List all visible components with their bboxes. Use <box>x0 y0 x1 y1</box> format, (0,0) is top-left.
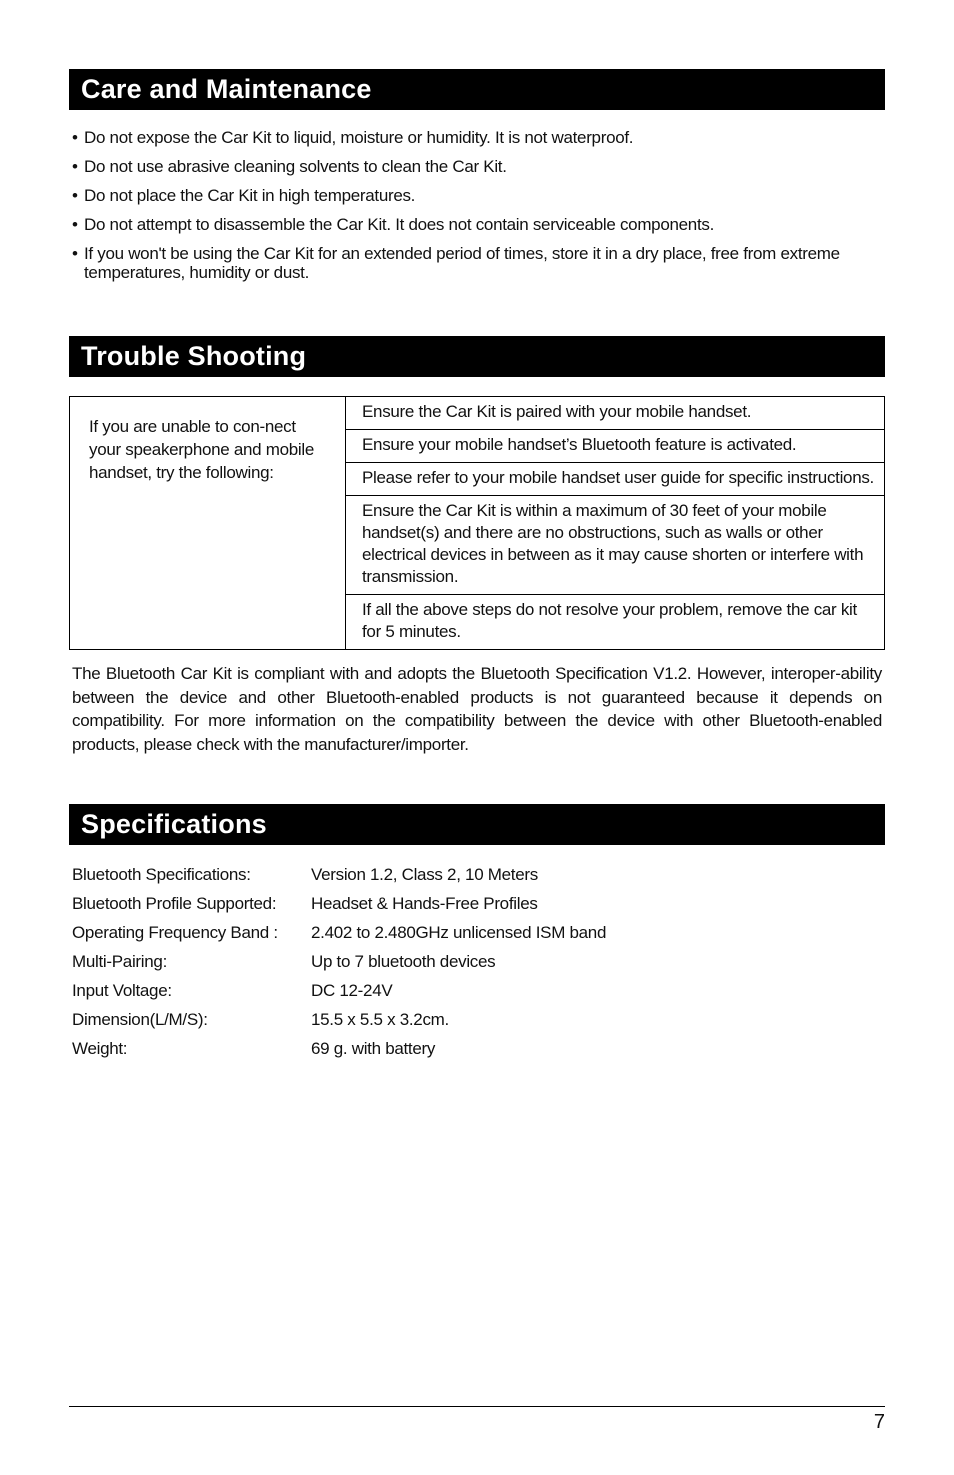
care-item-text: Do not use abrasive cleaning solvents to clean the Car Kit. <box>84 157 507 176</box>
care-item-text: Do not place the Car Kit in high temperatures. <box>84 186 416 205</box>
care-item-text: If you won't be using the Car Kit for an extended period of times, store it in a dry place, free from extreme temperatures, humidity or dust. <box>84 244 840 282</box>
spec-row <box>72 978 772 1007</box>
spec-row <box>72 949 772 978</box>
solution-cell: Ensure your mobile handset’s Bluetooth feature is activated. <box>346 430 885 463</box>
specifications-list <box>72 862 772 1065</box>
bullet-icon: • <box>72 186 78 205</box>
specifications-heading: Specifications <box>69 804 885 845</box>
trouble-shooting-table <box>69 396 885 650</box>
care-list <box>72 128 862 292</box>
solution-cell: Please refer to your mobile handset user guide for specific instructions. <box>346 463 885 496</box>
spec-value: Version 1.2, Class 2, 10 Meters <box>311 865 538 884</box>
spec-label: Bluetooth Profile Supported: <box>72 894 277 913</box>
spec-row <box>72 920 772 949</box>
spec-value: Headset & Hands-Free Profiles <box>311 894 538 913</box>
spec-label: Weight: <box>72 1039 128 1058</box>
footer-divider <box>69 1406 885 1407</box>
list-item <box>72 186 862 205</box>
spec-row <box>72 862 772 891</box>
spec-value: 2.402 to 2.480GHz unlicensed ISM band <box>311 923 607 942</box>
spec-label: Dimension(L/M/S): <box>72 1010 208 1029</box>
compliance-paragraph: The Bluetooth Car Kit is compliant with and adopts the Bluetooth Specification V1.2. However, interoper-ability between the device and other Bluetooth-enabled products is not guaranteed because it depends on compatibility. For more information on the compatibility between the device with other Bluetooth-enabled products, please check with the manufacturer/importer. <box>72 664 882 754</box>
spec-value: 69 g. with battery <box>311 1039 436 1058</box>
spec-row <box>72 1007 772 1036</box>
spec-label: Multi-Pairing: <box>72 952 167 971</box>
spec-row <box>72 891 772 920</box>
problem-cell: If you are unable to con-nect your speakerphone and mobile handset, try the following: <box>70 397 346 650</box>
solution-cell: Ensure the Car Kit is within a maximum of 30 feet of your mobile handset(s) and there are no obstructions, such as walls or other electrical devices in between as it may cause shorten or interfere with transmission. <box>346 496 885 595</box>
spec-label: Operating Frequency Band : <box>72 923 278 942</box>
list-item <box>72 215 862 234</box>
spec-label: Input Voltage: <box>72 981 172 1000</box>
bullet-icon: • <box>72 215 78 234</box>
spec-value: DC 12-24V <box>311 981 393 1000</box>
spec-row <box>72 1036 772 1065</box>
care-item-text: Do not expose the Car Kit to liquid, moisture or humidity. It is not waterproof. <box>84 128 634 147</box>
solution-cell: If all the above steps do not resolve your problem, remove the car kit for 5 minutes. <box>346 595 885 650</box>
spec-label: Bluetooth Specifications: <box>72 865 251 884</box>
table-row <box>70 397 885 430</box>
care-item-text: Do not attempt to disassemble the Car Kit. It does not contain serviceable components. <box>84 215 714 234</box>
spec-value: 15.5 x 5.5 x 3.2cm. <box>311 1010 449 1029</box>
bullet-icon: • <box>72 157 78 176</box>
list-item <box>72 244 862 282</box>
spec-value: Up to 7 bluetooth devices <box>311 952 496 971</box>
list-item <box>72 157 862 176</box>
list-item <box>72 128 862 147</box>
care-maintenance-heading: Care and Maintenance <box>69 69 885 110</box>
page-number: 7 <box>873 1411 885 1433</box>
solution-cell: Ensure the Car Kit is paired with your mobile handset. <box>346 397 885 430</box>
bullet-icon: • <box>72 128 78 147</box>
bullet-icon: • <box>72 244 78 263</box>
trouble-shooting-heading: Trouble Shooting <box>69 336 885 377</box>
